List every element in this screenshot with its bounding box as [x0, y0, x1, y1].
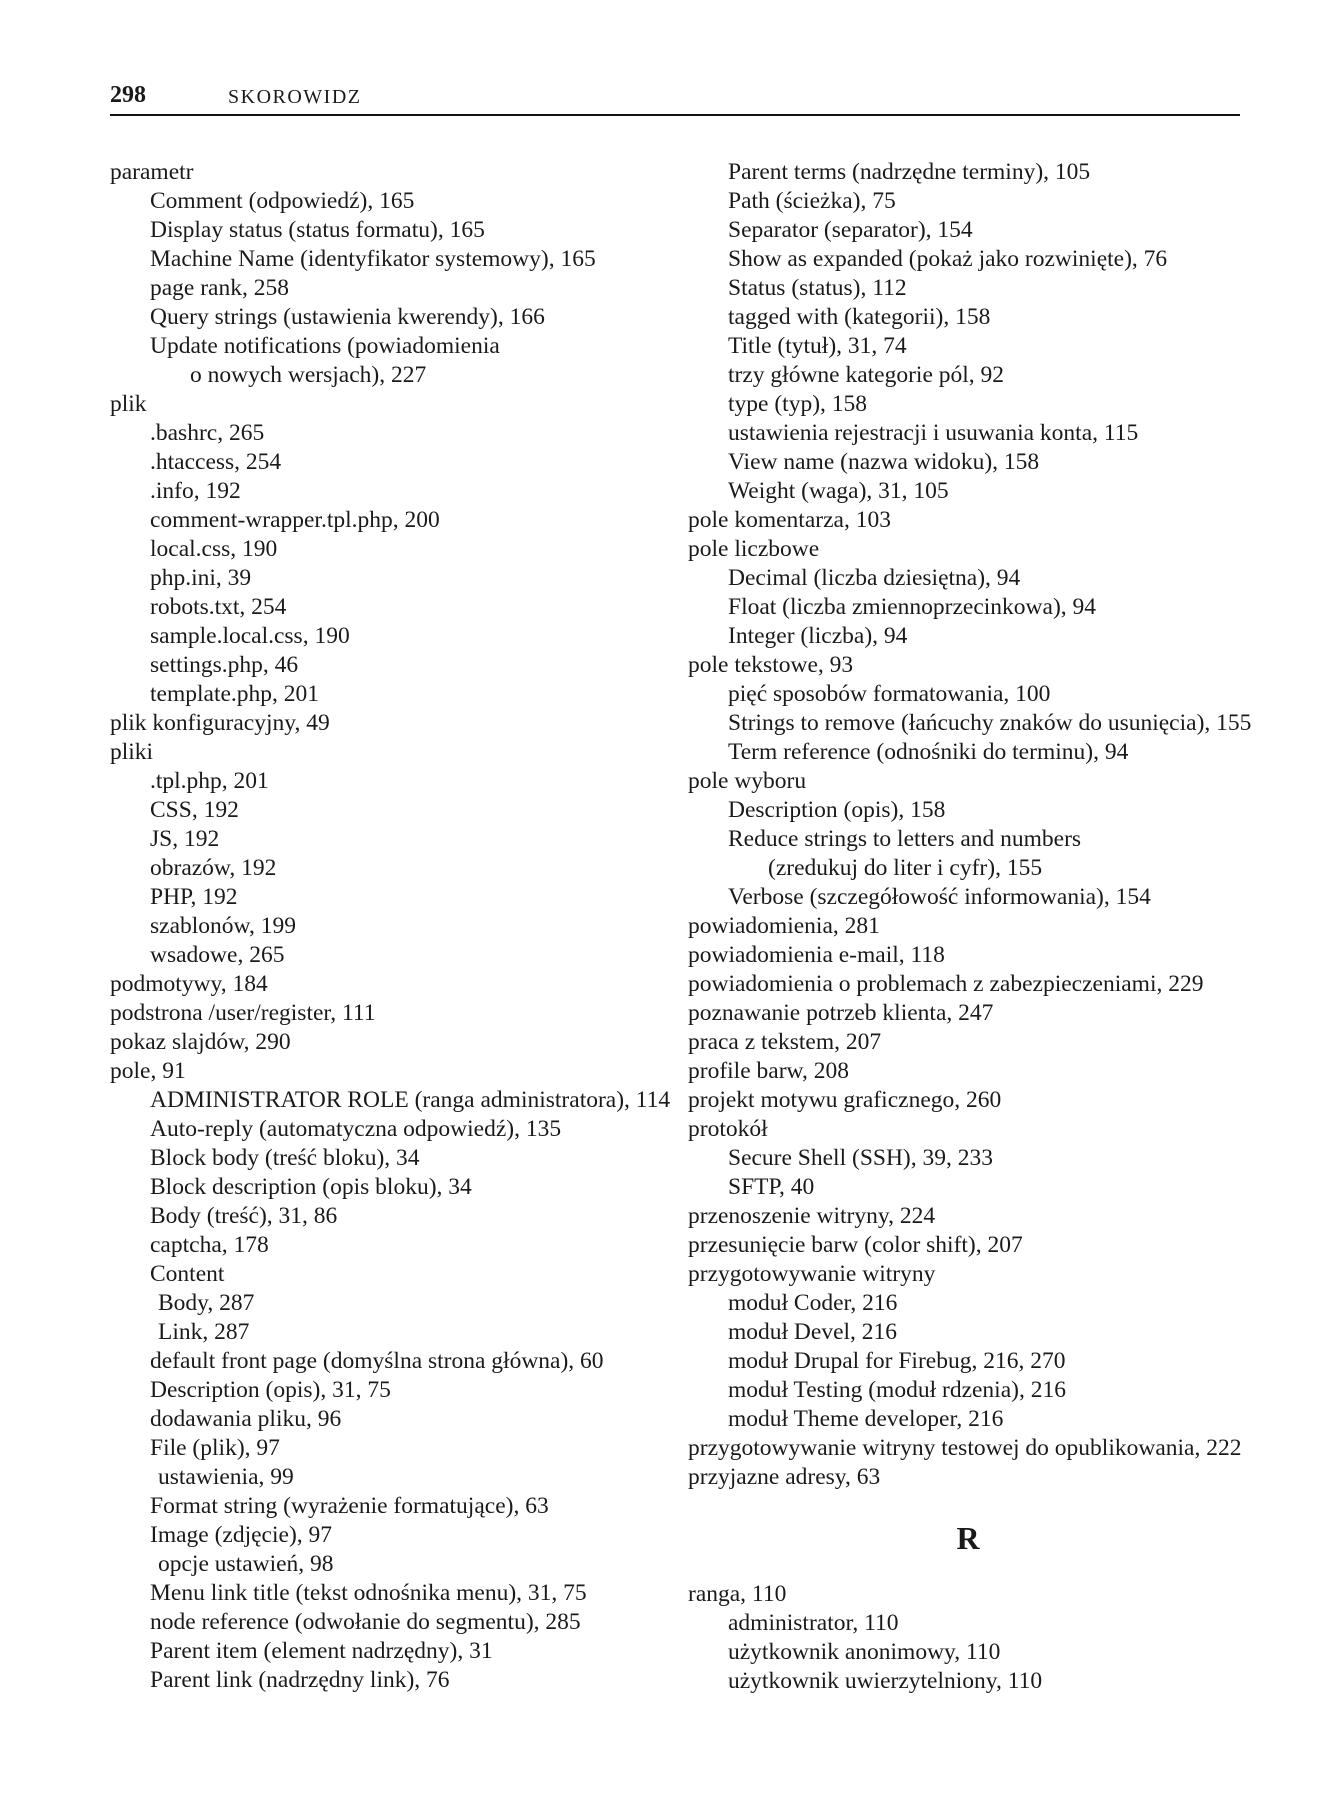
- index-subentry: View name (nazwa widoku), 158: [728, 449, 1040, 475]
- index-subentry: obrazów, 192: [150, 855, 277, 881]
- index-subentry: robots.txt, 254: [150, 594, 287, 620]
- index-subentry: .tpl.php, 201: [150, 768, 269, 794]
- index-subentry: moduł Drupal for Firebug, 216, 270: [728, 1348, 1066, 1374]
- index-entry: pole liczbowe: [688, 536, 820, 562]
- index-subentry: Term reference (odnośniki do terminu), 94: [728, 739, 1129, 765]
- index-entry: plik: [110, 391, 147, 417]
- index-subentry: Weight (waga), 31, 105: [728, 478, 949, 504]
- index-subentry: ustawienia rejestracji i usuwania konta, 115: [728, 420, 1139, 446]
- index-subentry: trzy główne kategorie pól, 92: [728, 362, 1005, 388]
- index-entry: poznawanie potrzeb klienta, 247: [688, 1000, 994, 1026]
- index-subentry: CSS, 192: [150, 797, 239, 823]
- index-entry: przygotowywanie witryny testowej do opublikowania, 222: [688, 1435, 1242, 1461]
- index-subentry: type (typ), 158: [728, 391, 868, 417]
- index-entry: przesunięcie barw (color shift), 207: [688, 1232, 1023, 1258]
- index-entry: przenoszenie witryny, 224: [688, 1203, 936, 1229]
- index-subentry: File (plik), 97: [150, 1435, 280, 1461]
- index-entries-r: [688, 1580, 1248, 1696]
- index-entry: plik konfiguracyjny, 49: [110, 710, 330, 736]
- index-subentry: Description (opis), 31, 75: [150, 1377, 391, 1403]
- index-entry: projekt motywu graficznego, 260: [688, 1087, 1002, 1113]
- index-subentry: node reference (odwołanie do segmentu), 285: [150, 1609, 581, 1635]
- index-entry: parametr: [110, 159, 194, 185]
- page-header: [110, 80, 1240, 116]
- index-subentry: ADMINISTRATOR ROLE (ranga administratora), 114: [150, 1087, 671, 1113]
- index-subentry: Parent item (element nadrzędny), 31: [150, 1638, 493, 1664]
- index-entry: pokaz slajdów, 290: [110, 1029, 291, 1055]
- index-subentry: Title (tytuł), 31, 74: [728, 333, 907, 359]
- index-entries-p: [688, 158, 1252, 1492]
- index-subentry: Display status (status formatu), 165: [150, 217, 485, 243]
- index-subentry: opcje ustawień, 98: [158, 1551, 334, 1577]
- index-subentry: Link, 287: [158, 1319, 250, 1345]
- index-subentry: moduł Testing (moduł rdzenia), 216: [728, 1377, 1066, 1403]
- index-entry: profile barw, 208: [688, 1058, 849, 1084]
- index-subentry: ustawienia, 99: [158, 1464, 294, 1490]
- index-subentry: Strings to remove (łańcuchy znaków do usunięcia), 155: [728, 710, 1252, 736]
- index-subentry: Verbose (szczegółowość informowania), 154: [728, 884, 1151, 910]
- index-subentry: Machine Name (identyfikator systemowy), 165: [150, 246, 596, 272]
- index-subentry: Decimal (liczba dziesiętna), 94: [728, 565, 1021, 591]
- index-subentry: Block description (opis bloku), 34: [150, 1174, 472, 1200]
- index-subentry: użytkownik uwierzytelniony, 110: [728, 1668, 1043, 1694]
- index-subentry: sample.local.css, 190: [150, 623, 350, 649]
- index-subentry: Show as expanded (pokaż jako rozwinięte), 76: [728, 246, 1168, 272]
- index-subentry: .htaccess, 254: [150, 449, 282, 475]
- index-subentry: page rank, 258: [150, 275, 289, 301]
- index-subentry: użytkownik anonimowy, 110: [728, 1639, 1001, 1665]
- index-subentry: Separator (separator), 154: [728, 217, 973, 243]
- index-subentry: Update notifications (powiadomienia: [150, 333, 500, 359]
- index-subentry: Parent terms (nadrzędne terminy), 105: [728, 159, 1091, 185]
- index-subentry: Body, 287: [158, 1290, 255, 1316]
- index-subentry: captcha, 178: [150, 1232, 269, 1258]
- index-entry: powiadomienia o problemach z zabezpieczeniami, 229: [688, 971, 1204, 997]
- index-subentry: default front page (domyślna strona główna), 60: [150, 1348, 604, 1374]
- index-subentry: moduł Devel, 216: [728, 1319, 898, 1345]
- index-subentry: .info, 192: [150, 478, 241, 504]
- index-subentry: Comment (odpowiedź), 165: [150, 188, 415, 214]
- index-subentry: Path (ścieżka), 75: [728, 188, 896, 214]
- index-entry: praca z tekstem, 207: [688, 1029, 882, 1055]
- index-subentry: (zredukuj do liter i cyfr), 155: [768, 855, 1043, 881]
- index-entry: pole, 91: [110, 1058, 186, 1084]
- index-subentry: SFTP, 40: [728, 1174, 815, 1200]
- running-head: SKOROWIDZ: [228, 86, 362, 108]
- index-subentry: pięć sposobów formatowania, 100: [728, 681, 1051, 707]
- index-subentry: Integer (liczba), 94: [728, 623, 908, 649]
- index-subentry: Auto-reply (automatyczna odpowiedź), 135: [150, 1116, 562, 1142]
- index-column-right: [688, 158, 1252, 1696]
- index-entry: przyjazne adresy, 63: [688, 1464, 881, 1490]
- index-entry: przygotowywanie witryny: [688, 1261, 936, 1287]
- index-entry: pole wyboru: [688, 768, 807, 794]
- index-subentry: tagged with (kategorii), 158: [728, 304, 991, 330]
- index-subentry: dodawania pliku, 96: [150, 1406, 342, 1432]
- index-subentry: moduł Coder, 216: [728, 1290, 898, 1316]
- index-entry: podstrona /user/register, 111: [110, 1000, 376, 1026]
- index-subentry: Reduce strings to letters and numbers: [728, 826, 1082, 852]
- index-entry: pole tekstowe, 93: [688, 652, 854, 678]
- index-subentry: settings.php, 46: [150, 652, 299, 678]
- index-subentry: administrator, 110: [728, 1610, 899, 1636]
- index-subentry: Parent link (nadrzędny link), 76: [150, 1667, 450, 1693]
- index-subentry: Status (status), 112: [728, 275, 907, 301]
- index-column-left: [110, 158, 670, 1695]
- index-subentry: PHP, 192: [150, 884, 238, 910]
- index-entry: pole komentarza, 103: [688, 507, 891, 533]
- index-entry: protokół: [688, 1116, 768, 1142]
- index-subentry: Block body (treść bloku), 34: [150, 1145, 420, 1171]
- index-subentry: Menu link title (tekst odnośnika menu), 31, 75: [150, 1580, 587, 1606]
- index-subentry: JS, 192: [150, 826, 220, 852]
- index-subentry: .bashrc, 265: [150, 420, 265, 446]
- index-subentry: Content: [150, 1261, 225, 1287]
- index-subentry: php.ini, 39: [150, 565, 252, 591]
- index-subentry: wsadowe, 265: [150, 942, 285, 968]
- index-entry: pliki: [110, 739, 154, 765]
- index-entry: podmotywy, 184: [110, 971, 268, 997]
- index-subentry: Query strings (ustawienia kwerendy), 166: [150, 304, 545, 330]
- index-subentry: o nowych wersjach), 227: [190, 362, 427, 388]
- index-subentry: Secure Shell (SSH), 39, 233: [728, 1145, 994, 1171]
- index-subentry: comment-wrapper.tpl.php, 200: [150, 507, 440, 533]
- index-entry: ranga, 110: [688, 1581, 787, 1607]
- index-entry: powiadomienia, 281: [688, 913, 880, 939]
- index-subentry: szablonów, 199: [150, 913, 296, 939]
- index-subentry: Description (opis), 158: [728, 797, 946, 823]
- index-subentry: Float (liczba zmiennoprzecinkowa), 94: [728, 594, 1097, 620]
- index-subentry: Format string (wyrażenie formatujące), 63: [150, 1493, 549, 1519]
- page-number: 298: [110, 82, 146, 108]
- index-subentry: moduł Theme developer, 216: [728, 1406, 1004, 1432]
- index-entry: powiadomienia e-mail, 118: [688, 942, 945, 968]
- index-subentry: local.css, 190: [150, 536, 278, 562]
- index-subentry: Body (treść), 31, 86: [150, 1203, 338, 1229]
- index-subentry: template.php, 201: [150, 681, 320, 707]
- section-letter: R: [956, 1520, 980, 1556]
- index-subentry: Image (zdjęcie), 97: [150, 1522, 333, 1548]
